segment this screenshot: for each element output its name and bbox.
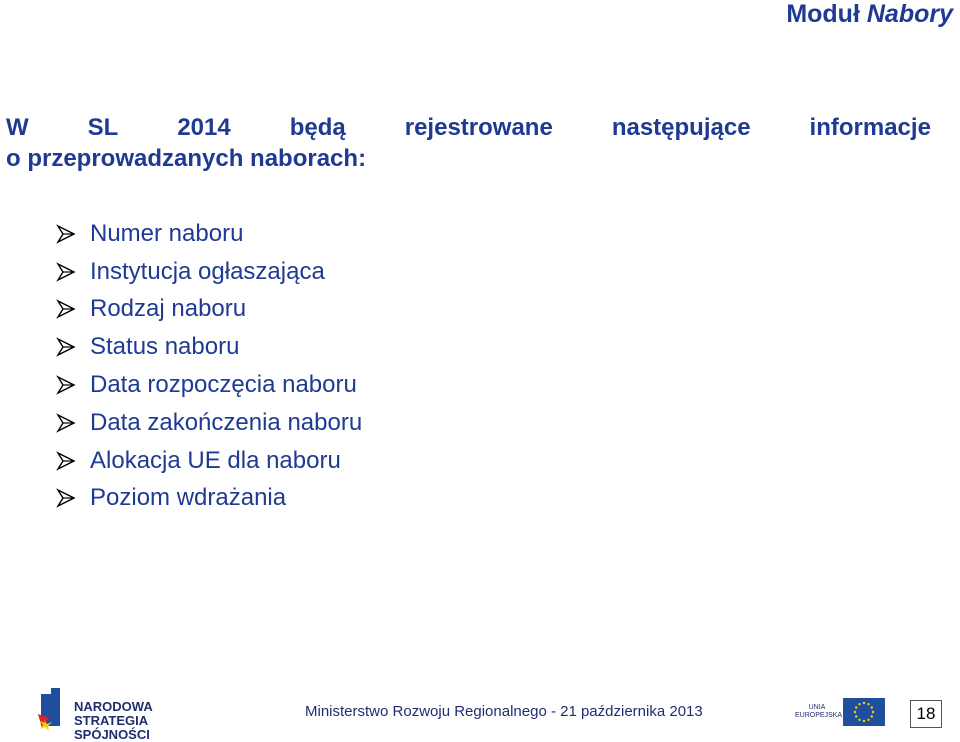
eu-star	[855, 706, 857, 708]
title-prefix: Moduł	[786, 0, 860, 28]
intro-word: informacje	[809, 114, 931, 141]
list-item	[56, 215, 362, 253]
ns-line-1: NARODOWA	[74, 699, 153, 714]
list-item-label: Data rozpoczęcia naboru	[90, 371, 357, 399]
list-item	[56, 253, 362, 291]
intro-word: będą	[289, 114, 346, 141]
page-number: 18	[910, 700, 942, 728]
list-item-label: Data zakończenia naboru	[90, 408, 363, 436]
footer	[0, 680, 960, 742]
intro-paragraph	[6, 112, 931, 174]
ns-line-2: STRATEGIA SPÓJNOŚCI	[74, 713, 150, 742]
eu-star	[872, 711, 874, 713]
list-item-label: Numer naboru	[90, 219, 244, 247]
eu-star	[863, 720, 865, 722]
eu-star	[871, 706, 873, 708]
intro-line-2: o przeprowadzanych naborach:	[6, 145, 367, 172]
arrow-bullet-icon	[56, 260, 90, 284]
list-item-label: Poziom wdrażania	[90, 484, 287, 512]
intro-word: SL	[87, 114, 119, 141]
eu-flag-icon	[843, 698, 885, 726]
eu-star	[867, 703, 869, 705]
arrow-bullet-icon	[56, 411, 90, 435]
list-item-label: Instytucja ogłaszająca	[90, 257, 325, 285]
logo-narodowa-strategia-spojnosci	[36, 688, 206, 742]
list-item	[56, 480, 362, 518]
list-item	[56, 328, 362, 366]
list-item-label: Rodzaj naboru	[90, 295, 247, 323]
eu-star	[863, 702, 865, 704]
intro-word: 2014	[177, 114, 231, 141]
eu-star	[871, 715, 873, 717]
eu-star	[855, 715, 857, 717]
arrow-bullet-icon	[56, 222, 90, 246]
intro-word: W	[6, 114, 29, 141]
arrow-bullet-icon	[56, 373, 90, 397]
page-title	[786, 0, 953, 28]
list-item-label: Status naboru	[90, 333, 240, 361]
footer-text: Ministerstwo Rozwoju Regionalnego - 21 października 2013	[305, 703, 703, 720]
list-item	[56, 442, 362, 480]
arrow-bullet-icon	[56, 335, 90, 359]
arrow-bullet-icon	[56, 449, 90, 473]
intro-word: rejestrowane	[404, 114, 553, 141]
intro-line-1	[6, 112, 931, 143]
intro-word: następujące	[611, 114, 751, 141]
arrow-bullet-icon	[56, 486, 90, 510]
ns-emblem-icon	[36, 688, 70, 734]
list-item	[56, 366, 362, 404]
arrow-bullet-icon	[56, 297, 90, 321]
list-item-label: Alokacja UE dla naboru	[90, 446, 341, 474]
eu-star	[854, 711, 856, 713]
eu-star	[867, 719, 869, 721]
eu-star	[858, 703, 860, 705]
list-item	[56, 404, 362, 442]
title-italic: Nabory	[866, 0, 953, 28]
eu-star	[858, 719, 860, 721]
info-list	[56, 215, 362, 517]
list-item	[56, 291, 362, 329]
logo-unia-europejska	[795, 694, 890, 728]
ue-line-1: UNIA	[808, 704, 826, 711]
ue-line-2: EUROPEJSKA	[795, 712, 843, 719]
